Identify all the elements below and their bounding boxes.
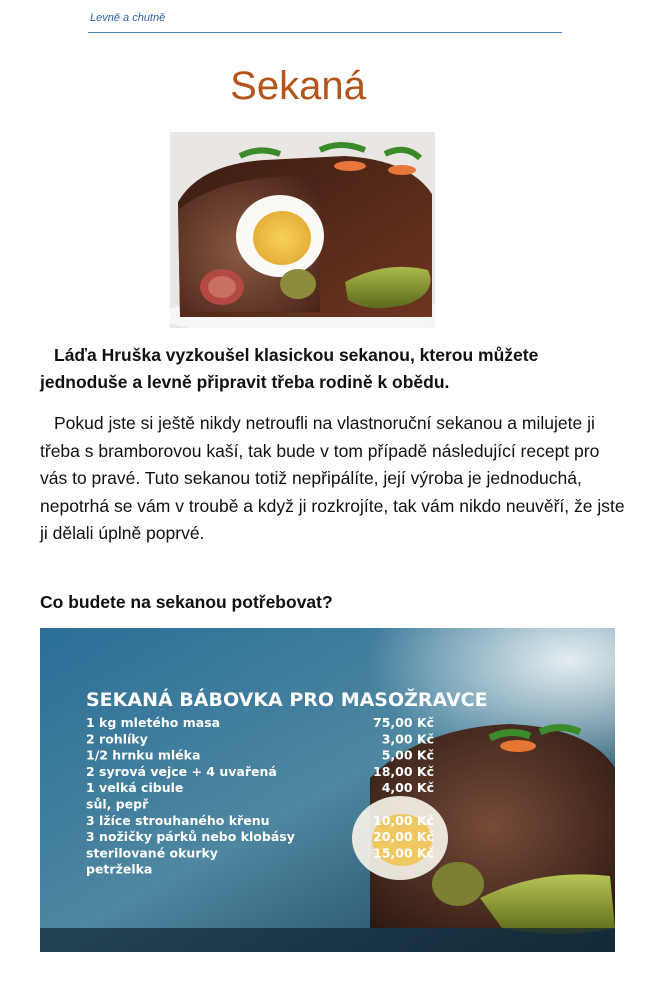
ingredient-name: 3 lžíce strouhaného křenu	[86, 812, 270, 828]
ingredient-price: 15,00 Kč	[373, 845, 434, 861]
ingredient-price: 75,00 Kč	[373, 715, 434, 730]
page-title: Sekaná	[230, 64, 366, 108]
ingredient-price: 3,00 Kč	[381, 731, 434, 747]
ingredient-name: 1/2 hrnku mléka	[86, 747, 201, 763]
recipe-banner-image	[40, 628, 615, 952]
body-paragraph: Pokud jste si ještě nikdy netroufli na vlastnoruční sekanou a milujete ji třeba s bramborovou kaší, tak bude v tom případě následující recept pro vás to pravé. Tuto sekanou totiž nepřipálíte, její výroba je jednoduchá, nepotrhá se vám v troubě a když ji rozkrojíte, tak vám nikdo neuvěří, že jste ji dělali úplně poprvé.	[40, 413, 625, 543]
lead-paragraph: Láďa Hruška vyzkoušel klasickou sekanou, kterou můžete jednoduše a levně připravit třeba rodině k obědu.	[40, 345, 539, 392]
ingredient-price: 20,00 Kč	[373, 829, 434, 845]
ingredient-price: 10,00 Kč	[373, 812, 434, 828]
ingredient-name: sterilované okurky	[86, 845, 218, 861]
header-text: Levně a chutně	[90, 12, 166, 24]
ingredient-name: 3 nožičky párků nebo klobásy	[86, 829, 295, 845]
ingredient-name: sůl, pepř	[86, 796, 149, 812]
ingredient-name: 2 rohlíky	[86, 731, 148, 747]
header-rule	[88, 32, 562, 33]
ingredient-name: 2 syrová vejce + 4 uvařená	[86, 763, 277, 779]
recipe-card-title: SEKANÁ BÁBOVKA PRO MASOŽRAVCE	[86, 689, 488, 711]
ingredient-price: 18,00 Kč	[373, 763, 434, 779]
ingredient-name: 1 velká cibule	[86, 780, 184, 796]
ingredient-price: 5,00 Kč	[381, 747, 434, 763]
ingredient-name: 1 kg mletého masa	[86, 715, 221, 730]
ingredient-name: petrželka	[86, 861, 153, 877]
ingredients-heading: Co budete na sekanou potřebovat?	[40, 592, 333, 612]
ingredient-price: 4,00 Kč	[381, 780, 434, 796]
meatloaf-photo	[170, 132, 435, 328]
